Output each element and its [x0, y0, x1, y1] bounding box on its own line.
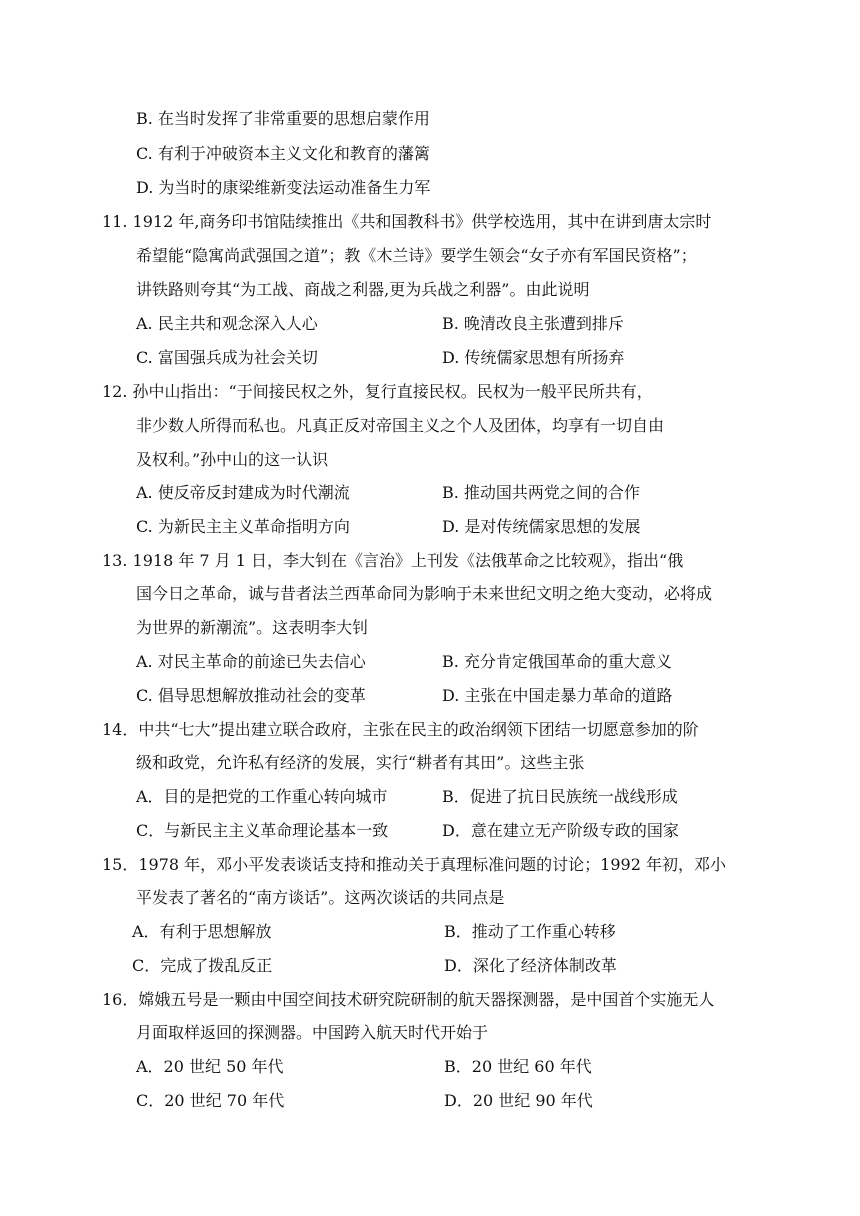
q11-option-b: B. 晚清改良主张遭到排斥: [442, 314, 624, 333]
q13-stem-line-3: 为世界的新潮流”。这表明李大钊: [136, 618, 369, 637]
q11-option-d: D. 传统儒家思想有所扬弃: [442, 348, 625, 367]
q14-option-a: A．目的是把党的工作重心转向城市: [136, 787, 388, 806]
q14-option-d: D．意在建立无产阶级专政的国家: [442, 821, 679, 840]
q12-option-d: D. 是对传统儒家思想的发展: [442, 517, 641, 536]
q11-option-c: C. 富国强兵成为社会关切: [136, 348, 318, 367]
q13-option-b: B. 充分肯定俄国革命的重大意义: [442, 652, 672, 671]
q10-option-d: D. 为当时的康梁维新变法运动准备生力军: [136, 178, 431, 197]
q12-stem-line-2: 非少数人所得而私也。凡真正反对帝国主义之个人及团体，均享有一切自由: [136, 416, 665, 435]
q12-option-c: C. 为新民主主义革命指明方向: [136, 517, 350, 536]
q10-option-b: B. 在当时发挥了非常重要的思想启蒙作用: [136, 109, 430, 128]
q16-option-b: B．20 世纪 60 年代: [444, 1057, 592, 1076]
q14-stem-line-1: 14．中共“七大”提出建立联合政府，主张在民主的政治纲领下团结一切愿意参加的阶: [102, 720, 699, 739]
q13-stem-line-1: 13. 1918 年 7 月 1 日，李大钊在《言治》上刊发《法俄革命之比较观》，指出“俄: [102, 551, 684, 570]
q13-option-a: A. 对民主革命的前途已失去信心: [136, 652, 366, 671]
q11-stem-line-2: 希望能“隐寓尚武强国之道”；教《木兰诗》要学生领会“女子亦有军国民资格”；: [136, 246, 697, 265]
q14-option-c: C．与新民主主义革命理论基本一致: [136, 821, 389, 840]
q13-option-c: C. 倡导思想解放推动社会的变革: [136, 686, 366, 705]
q16-stem-line-1: 16．嫦娥五号是一颗由中国空间技术研究院研制的航天器探测器，是中国首个实施无人: [102, 990, 715, 1009]
q14-option-b: B．促进了抗日民族统一战线形成: [442, 787, 678, 806]
q13-option-d: D. 主张在中国走暴力革命的道路: [442, 686, 673, 705]
q15-option-a: A．有利于思想解放: [132, 922, 272, 941]
q12-stem-line-3: 及权利。”孙中山的这一认识: [136, 450, 329, 469]
q15-stem-line-2: 平发表了著名的“南方谈话”。这两次谈话的共同点是: [136, 888, 505, 907]
q13-stem-line-2: 国今日之革命，诚与昔者法兰西革命同为影响于未来世纪文明之绝大变动，必将成: [136, 584, 713, 603]
q15-option-b: B．推动了工作重心转移: [444, 922, 616, 941]
q14-stem-line-2: 级和政党，允许私有经济的发展，实行“耕者有其田”。这些主张: [136, 753, 585, 772]
q16-option-a: A．20 世纪 50 年代: [136, 1057, 284, 1076]
q12-stem-line-1: 12. 孙中山指出：“于间接民权之外，复行直接民权。民权为一般平民所共有，: [102, 382, 653, 401]
q15-option-c: C．完成了拨乱反正: [132, 956, 273, 975]
q16-option-c: C．20 世纪 70 年代: [136, 1091, 285, 1110]
q11-stem-line-1: 11. 1912 年,商务印书馆陆续推出《共和国教科书》供学校选用，其中在讲到唐太宗时: [102, 212, 712, 231]
q15-stem-line-1: 15．1978 年，邓小平发表谈话支持和推动关于真理标准问题的讨论；1992 年初，邓小: [102, 855, 726, 874]
q10-option-c: C. 有利于冲破资本主义文化和教育的藩篱: [136, 144, 430, 163]
q11-option-a: A. 民主共和观念深入人心: [136, 314, 318, 333]
q16-option-d: D．20 世纪 90 年代: [444, 1091, 593, 1110]
q12-option-a: A. 使反帝反封建成为时代潮流: [136, 483, 350, 502]
q11-stem-line-3: 讲铁路则夸其“为工战、商战之利器,更为兵战之利器”。由此说明: [136, 280, 590, 299]
q12-option-b: B. 推动国共两党之间的合作: [442, 483, 640, 502]
q16-stem-line-2: 月面取样返回的探测器。中国跨入航天时代开始于: [136, 1023, 489, 1042]
q15-option-d: D．深化了经济体制改革: [444, 956, 617, 975]
